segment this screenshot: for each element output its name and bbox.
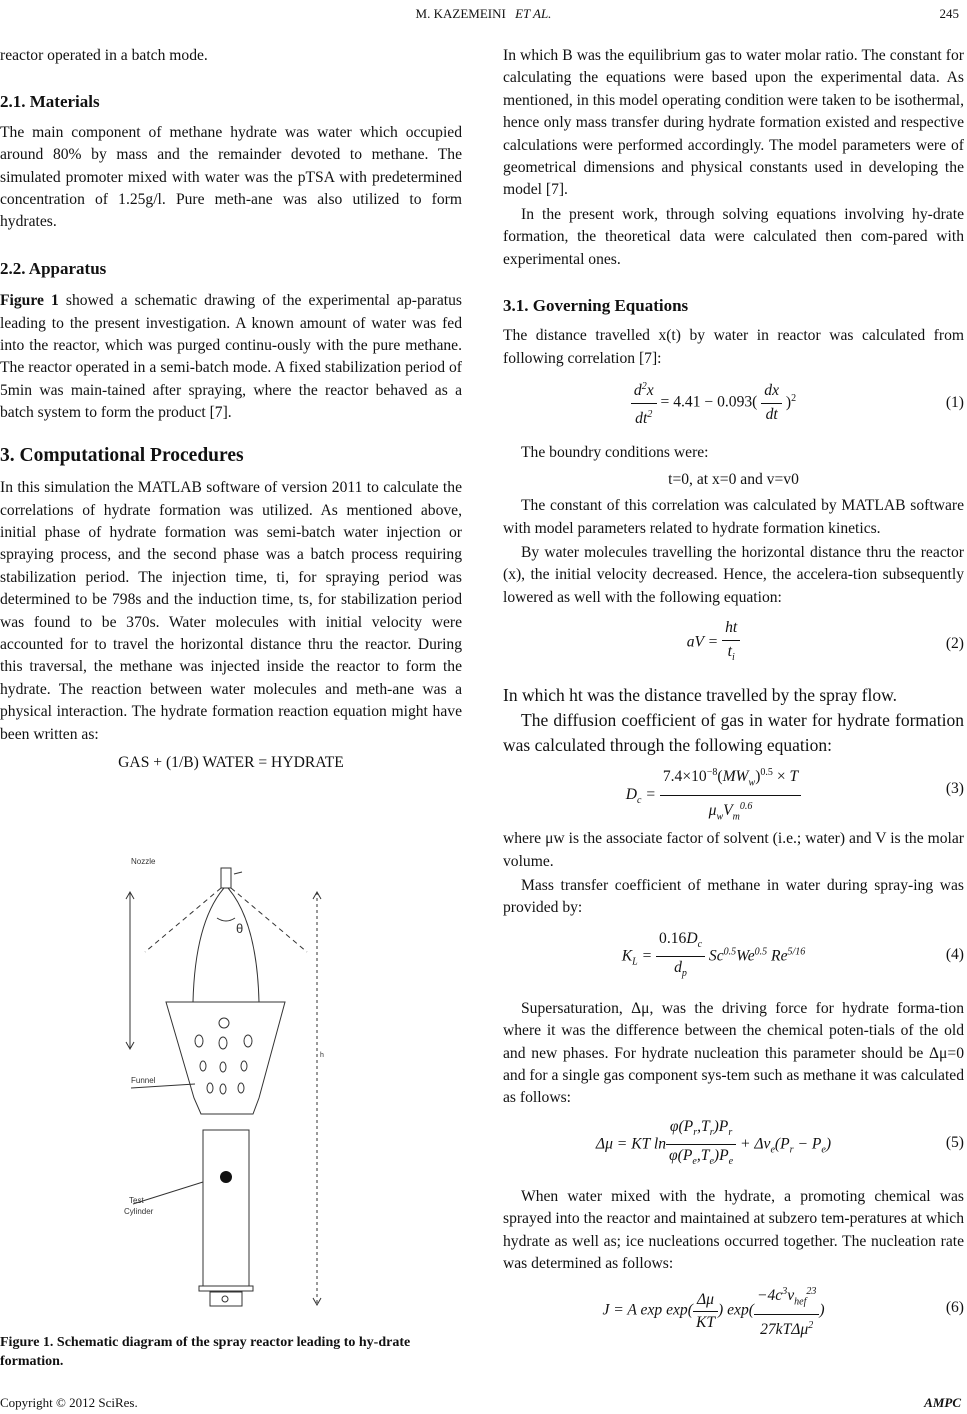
equation-6: J = A exp exp( $\frac{\Delta\mu}{KT}$ ) exp( $\frac{-4c^3v_{hef}^{23}}{27kT\Delta\mu^2}$ ) (6) (503, 1281, 964, 1341)
heading-governing: 3.1. Governing Equations (503, 296, 689, 316)
equation-2: aV = $\frac{ht}{t_i}$ (2) (686, 619, 964, 663)
copyright: Copyright © 2012 SciRes. (0, 1395, 138, 1410)
reaction-equation: GAS + (1/B) WATER = HYDRATE (118, 753, 344, 771)
paragraph-9: where μw is the associate factor of solvent (i.e.; water) and V is the molar volume. (503, 830, 964, 870)
heading-computational: 3. Computational Procedures (0, 444, 244, 466)
test-cylinder-shape (203, 1130, 249, 1286)
header-etal: ET AL. (515, 6, 552, 21)
paragraph-6: By water molecules travelling the horizontal distance thru the reactor (x), the initial velocity decreased. Hence, the accelera-tion subsequently lowered as well with the following equation: (503, 543, 964, 606)
boundary-conditions: t=0, at x=0 and v=v0 (668, 470, 799, 488)
paragraph-2: In the present work, through solving equations involving hy-drate formation, the theoretical data were calculated then com-pared with experimental ones. (503, 205, 964, 268)
left-column (0, 45, 462, 774)
sensor-dot (220, 1171, 232, 1183)
paragraph-4: The boundry conditions were: (521, 444, 709, 462)
paragraph-1: In which B was the equilibrium gas to water molar ratio. The constant for calculating the equations were based upon the experimental data. As mentioned, in this model operating condition were taken to be isothermal, hence only mass transfer during hydrate formation existed and respective calculations were performed accordingly. The model parameters were of geometrical dimensions and physical constants used in developing the model [7]. (503, 47, 964, 199)
materials-paragraph: The main component of methane hydrate was water which occupied around 80% by mass and the remainder devoted to methane. The simulated promoter mixed with water was the pTSA with predetermined concentration of 1.25g/l. Pure meth-ane was also utilized to form hydrates. (0, 123, 462, 231)
equation-1: $\frac{d^2x}{dt^2}$ = 4.41 − 0.093( $\frac{dx}{dt}$ )$^2$ (1) (503, 376, 964, 436)
paragraph-12: When water mixed with the hydrate, a promoting chemical was sprayed into the reactor and maintained at subzero tem-peratures at which hydrate as well as; ice nucleations occurred together. The nucleation rate was determined as follows: (503, 1187, 964, 1272)
funnel-shape (166, 1002, 285, 1114)
label-theta: θ (236, 921, 244, 936)
label-h: h (320, 1052, 324, 1059)
equation-3: $D_c$ = $\frac{7.4\times 10^{-8}(MW_w)^{0.5} \times T}{\mu_wV_m^{0.6}}$ (3) (503, 762, 964, 822)
spray-reactor-diagram (117, 852, 335, 1322)
computational-paragraph: In this simulation the MATLAB software of version 2011 to calculate the correlations of hydrate formation was utilized. As mentioned above, initial phase of hydrate formation was semi-batch water injection or spraying process, and the second phase was a batch process requiring stabilization period. The injection time, ti, for spraying period was determined to be 798s and the induction time, ts, for stabilization period was found to be 370s. Water molecules with initial velocity were accounted for to travel the horizontal distance thru the reactor. During this traversal, the methane was injected inside the reactor to form the hydrate. The reaction between water molecules and meth-ane was a physical interaction. The hydrate formation reaction equation might have been written as: (0, 479, 462, 743)
label-funnel: Funnel (131, 1076, 156, 1085)
page-number: 245 (939, 6, 959, 21)
header-author: M. KAZEMEINI (415, 6, 506, 21)
apparatus-paragraph (0, 290, 462, 424)
eq5-number: (5) (945, 1133, 964, 1151)
journal-name: AMPC (924, 1395, 961, 1410)
equation-5: Δμ = KT ln $\frac{\varphi(P_r,T_r)P_r}{\varphi(P_e,T_e)P_e}$ + $\Delta v_e(P_r - P_e)$ (5) (595, 1117, 964, 1168)
intro-paragraph: reactor operated in a batch mode. (0, 47, 208, 64)
paragraph-7: In which ht was the distance travelled by the spray flow. (503, 685, 897, 706)
label-nozzle: Nozzle (131, 857, 156, 866)
running-title (0, 6, 967, 22)
paragraph-11: Supersaturation, Δμ, was the driving force for hydrate forma-tion where it was the difference between the chemical poten-tials of the old and new phases. For hydrate nucleation this parameter should be Δμ=0 and for a single gas component sys-tem such as methane it was calculated as follows: (503, 999, 964, 1107)
eq4-number: (4) (945, 945, 964, 963)
eq2-number: (2) (945, 635, 964, 653)
eq6-number: (6) (945, 1299, 964, 1317)
label-cylinder: Cylinder (124, 1207, 154, 1216)
figure-caption: Figure 1. Schematic diagram of the spray reactor leading to hy-drate formation. (0, 1335, 411, 1369)
eq1-number: (1) (945, 394, 964, 412)
right-column (503, 45, 964, 1341)
paragraph-8: The diffusion coefficient of gas in water for hydrate formation was calculated through the following equation: (503, 710, 964, 756)
paragraph-10: Mass transfer coefficient of methane in water during spray-ing was provided by: (503, 876, 964, 917)
label-test: Test (129, 1196, 144, 1205)
paragraph-5: The constant of this correlation was calculated by MATLAB software with model parameters related to hydrate formation kinetics. (503, 497, 964, 537)
paragraph-3: The distance travelled x(t) by water in reactor was calculated from following correlation [7]: (503, 327, 964, 367)
running-header (0, 4, 967, 24)
eq3-number: (3) (945, 780, 964, 798)
heading-materials: 2.1. Materials (0, 92, 100, 112)
apparatus-text: showed a schematic drawing of the experimental ap-paratus leading to the present investigation. A known amount of water was fed into the reactor, which was purged continu-ously with the pure methane. The reactor operated in a semi-batch mode. A fixed stabilization period of 5min was main-tained after spraying, where the reactor behaved as a batch system to form the product [7]. (0, 292, 462, 422)
nozzle-shape (221, 868, 231, 888)
equation-4: $K_L$ = $\frac{0.16D_c}{d_p}$ $Sc^{0.5}We^{0.5}$ $Re^{5/16}$ (4) (621, 929, 964, 980)
figure-ref: Figure 1 (0, 292, 59, 310)
heading-apparatus: 2.2. Apparatus (0, 258, 107, 278)
